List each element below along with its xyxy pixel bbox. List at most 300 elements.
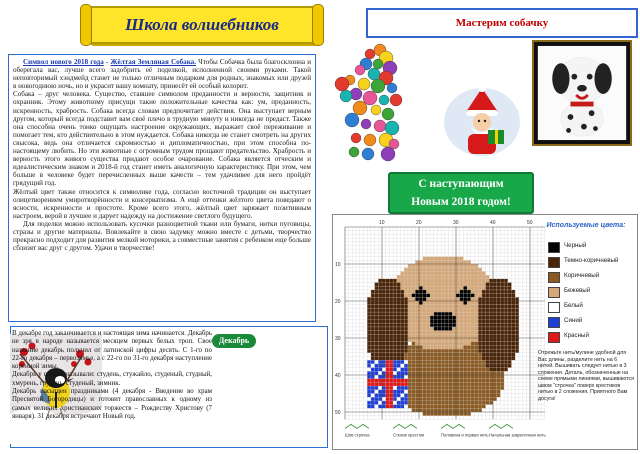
pattern-cell (378, 334, 382, 338)
pattern-cell (415, 294, 419, 298)
december-p3: Декабрь насыщен праздниками (4 декабря - Введение во храм Пресвятой Богородицы) и готовит православных к одному из самых великих христианских торжеств – Рождеству Христову (7 января). 31 декабря встречают Новый год. (12, 388, 212, 420)
pattern-cell (412, 331, 416, 335)
pattern-cell (389, 327, 393, 331)
pattern-cell (415, 371, 419, 375)
pattern-cell (415, 268, 419, 272)
pattern-cell (504, 279, 508, 283)
pattern-cell (430, 360, 434, 364)
pattern-cell (504, 290, 508, 294)
pattern-cell (460, 334, 464, 338)
pattern-cell (382, 353, 386, 357)
pattern-cell (497, 371, 501, 375)
pattern-cell (378, 338, 382, 342)
pattern-cell (419, 283, 423, 287)
button-decoration (381, 147, 395, 161)
pattern-cell (478, 283, 482, 287)
pattern-cell (467, 349, 471, 353)
pattern-cell (445, 394, 449, 398)
pattern-cell (397, 360, 401, 364)
pattern-cell (445, 368, 449, 372)
pattern-cell (430, 405, 434, 409)
pattern-cell (382, 375, 386, 379)
pattern-cell (441, 371, 445, 375)
pattern-cell (378, 342, 382, 346)
pattern-cell (438, 271, 442, 275)
pattern-cell (489, 312, 493, 316)
pattern-cell (471, 331, 475, 335)
pattern-cell (386, 323, 390, 327)
pattern-cell (460, 401, 464, 405)
pattern-cell (423, 379, 427, 383)
pattern-cell (393, 308, 397, 312)
pattern-cell (426, 386, 430, 390)
pattern-cell (415, 271, 419, 275)
pattern-cell (471, 327, 475, 331)
pattern-cell (412, 394, 416, 398)
pattern-cell (434, 368, 438, 372)
pattern-cell (486, 275, 490, 279)
pattern-cell (371, 308, 375, 312)
pattern-cell (430, 308, 434, 312)
pattern-cell (504, 349, 508, 353)
pattern-cell (445, 331, 449, 335)
pattern-cell (445, 268, 449, 272)
pattern-cell (401, 308, 405, 312)
pattern-cell (452, 286, 456, 290)
pattern-cell (419, 279, 423, 283)
pattern-cell (389, 405, 393, 409)
pattern-cell (389, 342, 393, 346)
pattern-cell (486, 342, 490, 346)
pattern-cell (397, 301, 401, 305)
pattern-cell (378, 375, 382, 379)
pattern-cell (423, 338, 427, 342)
pattern-cell (463, 264, 467, 268)
pattern-cell (430, 297, 434, 301)
pattern-cell (434, 401, 438, 405)
pattern-cell (515, 342, 519, 346)
pattern-cell (434, 323, 438, 327)
pattern-cell (449, 283, 453, 287)
pattern-cell (456, 275, 460, 279)
pattern-cell (441, 357, 445, 361)
pattern-cell (434, 316, 438, 320)
pattern-cell (423, 368, 427, 372)
pattern-cell (500, 323, 504, 327)
pattern-cell (434, 412, 438, 416)
pattern-cell (393, 286, 397, 290)
pattern-cell (430, 305, 434, 309)
pattern-cell (404, 301, 408, 305)
pattern-cell (478, 401, 482, 405)
pattern-cell (367, 382, 371, 386)
pattern-cell (500, 379, 504, 383)
pattern-cell (430, 320, 434, 324)
pattern-cell (500, 283, 504, 287)
pattern-cell (460, 283, 464, 287)
pattern-cell (430, 394, 434, 398)
pattern-cell (486, 375, 490, 379)
pattern-cell (478, 386, 482, 390)
pattern-cell (478, 405, 482, 409)
pattern-cell (500, 386, 504, 390)
pattern-cell (441, 386, 445, 390)
pattern-cell (504, 338, 508, 342)
pattern-cell (393, 342, 397, 346)
pattern-cell (430, 382, 434, 386)
pattern-cell (375, 360, 379, 364)
pattern-cell (463, 368, 467, 372)
pattern-cell (456, 338, 460, 342)
pattern-cell (449, 305, 453, 309)
pattern-cell (445, 371, 449, 375)
pattern-cell (504, 320, 508, 324)
pattern-cell (419, 260, 423, 264)
pattern-cell (500, 297, 504, 301)
axis-tick-label: 40 (335, 373, 341, 379)
pattern-cell (397, 279, 401, 283)
pattern-cell (378, 286, 382, 290)
pattern-cell (393, 323, 397, 327)
pattern-cell (452, 375, 456, 379)
pattern-cell (478, 353, 482, 357)
pattern-cell (401, 405, 405, 409)
pattern-cell (375, 390, 379, 394)
pattern-cell (441, 323, 445, 327)
pattern-cell (393, 357, 397, 361)
pattern-cell (489, 382, 493, 386)
pattern-cell (449, 408, 453, 412)
pattern-cell (371, 375, 375, 379)
pattern-cell (467, 390, 471, 394)
pattern-cell (419, 360, 423, 364)
pattern-cell (371, 390, 375, 394)
pattern-cell (408, 405, 412, 409)
pattern-cell (404, 316, 408, 320)
pattern-cell (463, 308, 467, 312)
pattern-cell (415, 394, 419, 398)
pattern-cell (378, 382, 382, 386)
pattern-cell (375, 331, 379, 335)
pattern-cell (493, 345, 497, 349)
pattern-cell (471, 279, 475, 283)
pattern-cell (445, 275, 449, 279)
pattern-cell (419, 345, 423, 349)
pattern-cell (386, 353, 390, 357)
pattern-cell (512, 342, 516, 346)
pattern-cell (493, 342, 497, 346)
pattern-cell (441, 405, 445, 409)
pattern-cell (486, 316, 490, 320)
pattern-cell (426, 331, 430, 335)
pattern-cell (467, 345, 471, 349)
pattern-cell (401, 327, 405, 331)
pattern-cell (441, 390, 445, 394)
button-decoration (335, 77, 349, 91)
pattern-cell (456, 264, 460, 268)
pattern-cell (445, 264, 449, 268)
pattern-cell (412, 323, 416, 327)
pattern-cell (452, 275, 456, 279)
pattern-cell (401, 301, 405, 305)
pattern-cell (382, 301, 386, 305)
pattern-cell (371, 327, 375, 331)
pattern-cell (434, 312, 438, 316)
pattern-cell (397, 357, 401, 361)
pattern-cell (408, 368, 412, 372)
pattern-cell (460, 349, 464, 353)
pattern-cell (482, 316, 486, 320)
pattern-cell (471, 268, 475, 272)
pattern-cell (456, 297, 460, 301)
pattern-cell (408, 323, 412, 327)
pattern-cell (419, 353, 423, 357)
pattern-cell (412, 405, 416, 409)
pattern-cell (426, 408, 430, 412)
pattern-cell (456, 345, 460, 349)
pattern-cell (382, 386, 386, 390)
pattern-cell (408, 353, 412, 357)
pattern-cell (456, 382, 460, 386)
pattern-cell (367, 308, 371, 312)
pattern-cell (482, 327, 486, 331)
pattern-cell (508, 312, 512, 316)
pattern-cell (434, 405, 438, 409)
pattern-cell (500, 342, 504, 346)
pattern-cell (434, 371, 438, 375)
pattern-cell (475, 364, 479, 368)
pattern-cell (449, 323, 453, 327)
pattern-cell (401, 390, 405, 394)
pattern-cell (434, 279, 438, 283)
pattern-cell (375, 357, 379, 361)
pattern-cell (426, 286, 430, 290)
pattern-cell (452, 331, 456, 335)
pattern-cell (482, 386, 486, 390)
pattern-cell (475, 357, 479, 361)
pattern-cell (452, 382, 456, 386)
pattern-cell (504, 316, 508, 320)
pattern-cell (415, 327, 419, 331)
pattern-cell (404, 394, 408, 398)
pattern-cell (471, 323, 475, 327)
pattern-cell (482, 275, 486, 279)
pattern-cell (467, 397, 471, 401)
pattern-cell (423, 297, 427, 301)
pattern-cell (397, 371, 401, 375)
pattern-cell (452, 394, 456, 398)
pattern-cell (393, 382, 397, 386)
pattern-cell (460, 364, 464, 368)
pattern-cell (504, 357, 508, 361)
pattern-cell (475, 264, 479, 268)
pattern-cell (408, 286, 412, 290)
pattern-cell (430, 386, 434, 390)
pattern-cell (393, 297, 397, 301)
pattern-cell (401, 353, 405, 357)
pattern-cell (452, 405, 456, 409)
pattern-cell (401, 375, 405, 379)
pattern-cell (386, 394, 390, 398)
pattern-cell (412, 279, 416, 283)
pattern-cell (389, 368, 393, 372)
pattern-cell (397, 290, 401, 294)
pattern-cell (423, 283, 427, 287)
pattern-cell (393, 397, 397, 401)
pattern-cell (386, 371, 390, 375)
pattern-cell (426, 371, 430, 375)
pattern-cell (423, 308, 427, 312)
pattern-cell (500, 327, 504, 331)
pattern-cell (463, 345, 467, 349)
pattern-cell (471, 283, 475, 287)
pattern-cell (441, 353, 445, 357)
pattern-cell (478, 323, 482, 327)
legend-label: Черный (564, 242, 587, 249)
pattern-cell (426, 401, 430, 405)
pattern-cell (412, 345, 416, 349)
pattern-cell (419, 268, 423, 272)
pattern-cell (512, 297, 516, 301)
pattern-cell (404, 368, 408, 372)
pattern-cell (475, 275, 479, 279)
pattern-cell (408, 331, 412, 335)
pattern-cell (401, 323, 405, 327)
pattern-cell (423, 320, 427, 324)
pattern-cell (426, 379, 430, 383)
pattern-cell (463, 397, 467, 401)
pattern-cell (423, 357, 427, 361)
pattern-cell (434, 331, 438, 335)
pattern-cell (475, 283, 479, 287)
pattern-cell (504, 342, 508, 346)
pattern-cell (404, 353, 408, 357)
pattern-cell (389, 345, 393, 349)
pattern-cell (412, 401, 416, 405)
pattern-cell (489, 371, 493, 375)
greeting-line2: Новым 2018 годом! (411, 196, 511, 208)
pattern-cell (404, 297, 408, 301)
pattern-cell (471, 360, 475, 364)
pattern-cell (401, 320, 405, 324)
pattern-cell (371, 357, 375, 361)
pattern-cell (489, 327, 493, 331)
pattern-cell (471, 349, 475, 353)
pattern-cell (430, 327, 434, 331)
pattern-cell (415, 305, 419, 309)
pattern-cell (401, 349, 405, 353)
pattern-cell (512, 338, 516, 342)
pattern-cell (378, 312, 382, 316)
pattern-cell (478, 297, 482, 301)
pattern-cell (382, 394, 386, 398)
pattern-cell (478, 279, 482, 283)
pattern-cell (386, 327, 390, 331)
pattern-cell (508, 286, 512, 290)
pattern-cell (445, 405, 449, 409)
pattern-cell (434, 386, 438, 390)
pattern-cell (449, 290, 453, 294)
pattern-cell (419, 331, 423, 335)
pattern-cell (378, 331, 382, 335)
pattern-cell (434, 342, 438, 346)
pattern-cell (471, 390, 475, 394)
pattern-cell (415, 338, 419, 342)
pattern-cell (467, 327, 471, 331)
pattern-cell (430, 257, 434, 261)
pattern-cell (456, 334, 460, 338)
pattern-cell (456, 308, 460, 312)
pattern-cell (493, 279, 497, 283)
pattern-cell (508, 301, 512, 305)
pattern-cell (426, 412, 430, 416)
pattern-cell (378, 320, 382, 324)
pattern-cell (493, 283, 497, 287)
pattern-cell (486, 283, 490, 287)
pattern-cell (452, 342, 456, 346)
pattern-cell (426, 297, 430, 301)
pattern-cell (449, 279, 453, 283)
pattern-cell (419, 357, 423, 361)
pattern-cell (497, 320, 501, 324)
pattern-cell (475, 379, 479, 383)
pattern-cell (475, 342, 479, 346)
pattern-cell (456, 312, 460, 316)
pattern-cell (408, 305, 412, 309)
pattern-cell (497, 382, 501, 386)
pattern-cell (489, 401, 493, 405)
pattern-cell (415, 320, 419, 324)
pattern-cell (445, 294, 449, 298)
pattern-cell (393, 290, 397, 294)
pattern-cell (408, 301, 412, 305)
pattern-cell (456, 375, 460, 379)
pattern-cell (478, 294, 482, 298)
pattern-cell (430, 316, 434, 320)
pattern-cell (386, 286, 390, 290)
pattern-cell (441, 408, 445, 412)
pattern-cell (367, 327, 371, 331)
pattern-cell (378, 397, 382, 401)
pattern-cell (497, 279, 501, 283)
pattern-cell (386, 345, 390, 349)
pattern-cell (438, 353, 442, 357)
pattern-cell (493, 386, 497, 390)
pattern-cell (430, 264, 434, 268)
axis-tick-label: 10 (335, 262, 341, 268)
pattern-cell (512, 316, 516, 320)
pattern-cell (497, 308, 501, 312)
pattern-cell (497, 353, 501, 357)
pattern-cell (493, 364, 497, 368)
pattern-cell (452, 334, 456, 338)
pattern-cell (367, 364, 371, 368)
pattern-cell (378, 290, 382, 294)
pattern-cell (401, 316, 405, 320)
pattern-cell (497, 312, 501, 316)
pattern-cell (426, 271, 430, 275)
pattern-cell (482, 360, 486, 364)
pattern-cell (423, 312, 427, 316)
pattern-cell (423, 360, 427, 364)
pattern-cell (452, 257, 456, 261)
pattern-cell (382, 379, 386, 383)
pattern-cell (441, 397, 445, 401)
pattern-cell (460, 327, 464, 331)
pattern-cell (378, 353, 382, 357)
pattern-cell (452, 349, 456, 353)
pattern-cell (412, 375, 416, 379)
